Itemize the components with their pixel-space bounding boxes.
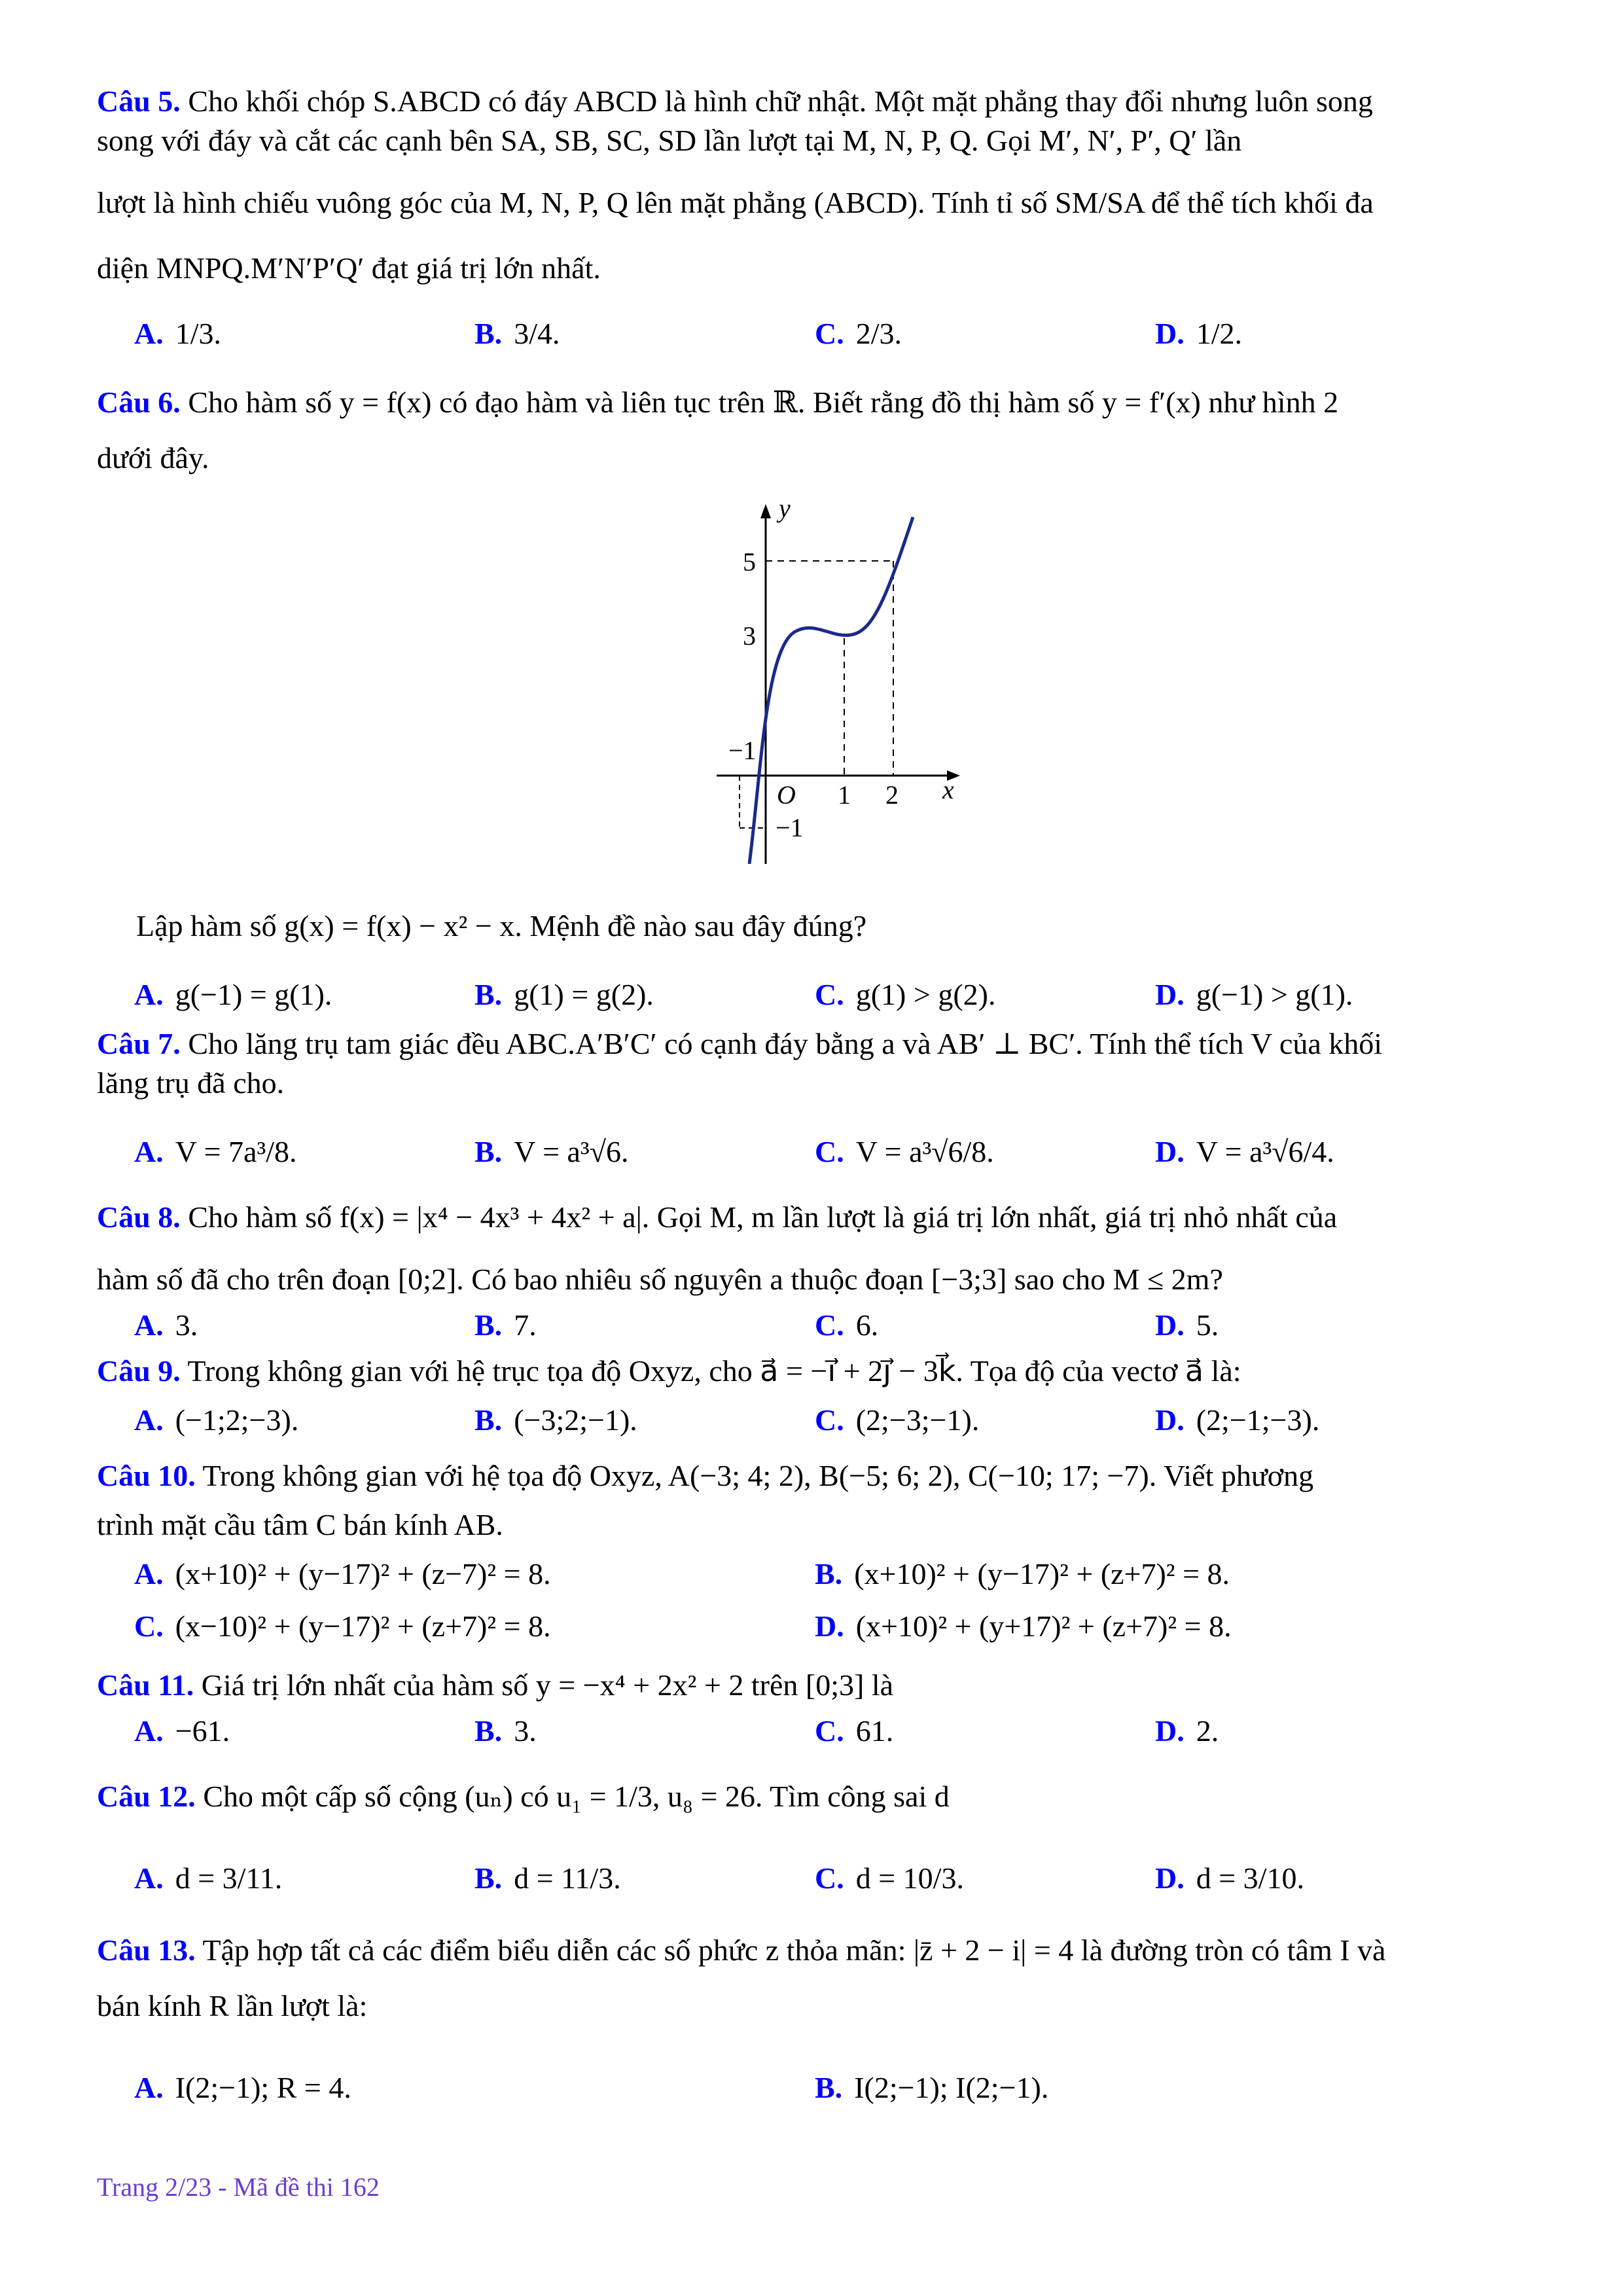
q9-option-c[interactable]: C. (2;−3;−1).: [815, 1403, 980, 1437]
q7-option-b[interactable]: B. V = a³√6.: [474, 1135, 629, 1168]
q8-line-1: Câu 8. Cho hàm số f(x) = |x⁴ − 4x³ + 4x² + a|. Gọi M, m lần lượt là giá trị lớn nhất, giá trị nhỏ nhất của: [97, 1200, 1338, 1234]
q5-line-1: Câu 5. Cho khối chóp S.ABCD có đáy ABCD là hình chữ nhật. Một mặt phẳng thay đổi nhưng luôn song: [97, 84, 1373, 118]
q13-option-b[interactable]: B. I(2;−1); I(2;−1).: [815, 2071, 1049, 2104]
q13-line-2: bán kính R lần lượt là:: [97, 1989, 368, 2022]
q11-option-d[interactable]: D. 2.: [1155, 1714, 1219, 1748]
y-tick-5: 5: [743, 547, 756, 577]
x-tick-neg1: −1: [728, 736, 757, 765]
q6-option-b[interactable]: B. g(1) = g(2).: [474, 978, 654, 1011]
q5-line-2: song với đáy và cắt các cạnh bên SA, SB, SC, SD lần lượt tại M, N, P, Q. Gọi M′, N′, P′, Q′ lần: [97, 124, 1242, 157]
q5-line-4: diện MNPQ.M′N′P′Q′ đạt giá trị lớn nhất.: [97, 251, 601, 285]
x-axis-label: x: [942, 775, 954, 804]
q6-option-c[interactable]: C. g(1) > g(2).: [815, 978, 996, 1011]
q11-option-c[interactable]: C. 61.: [815, 1714, 894, 1748]
q10-option-c[interactable]: C. (x−10)² + (y−17)² + (z+7)² = 8.: [134, 1609, 551, 1643]
q5-line-3: lượt là hình chiếu vuông góc của M, N, P, Q lên mặt phẳng (ABCD). Tính tỉ số SM/SA để thể tích khối đa: [97, 186, 1374, 219]
x-tick-2: 2: [885, 780, 899, 810]
q7-option-a[interactable]: A. V = 7a³/8.: [134, 1135, 297, 1168]
q8-option-b[interactable]: B. 7.: [474, 1308, 537, 1342]
q9-option-d[interactable]: D. (2;−1;−3).: [1155, 1403, 1320, 1437]
q5-option-d[interactable]: D. 1/2.: [1155, 317, 1243, 350]
q12-option-d[interactable]: D. d = 3/10.: [1155, 1861, 1304, 1895]
q9-line-1: Câu 9. Trong không gian với hệ trục tọa độ Oxyz, cho a⃗ = −i⃗ + 2j⃗ − 3k⃗. Tọa độ của vectơ a⃗ là:: [97, 1354, 1241, 1388]
q6-line-1: Câu 6. Cho hàm số y = f(x) có đạo hàm và liên tục trên ℝ. Biết rằng đồ thị hàm số y = f′(x) như hình 2: [97, 386, 1339, 419]
q12-option-b[interactable]: B. d = 11/3.: [474, 1861, 621, 1895]
q10-line-1: Câu 10. Trong không gian với hệ tọa độ Oxyz, A(−3; 4; 2), B(−5; 6; 2), C(−10; 17; −7). Viết phương: [97, 1459, 1314, 1492]
q6-line-3: Lập hàm số g(x) = f(x) − x² − x. Mệnh đề nào sau đây đúng?: [136, 909, 867, 942]
q11-option-a[interactable]: A. −61.: [134, 1714, 230, 1748]
q6-option-a[interactable]: A. g(−1) = g(1).: [134, 978, 332, 1011]
q7-line-1: Câu 7. Cho lăng trụ tam giác đều ABC.A′B′C′ có cạnh đáy bằng a và AB′ ⊥ BC′. Tính thể tích V của khối: [97, 1027, 1383, 1060]
q5-option-a[interactable]: A. 1/3.: [134, 317, 222, 350]
q10-option-a[interactable]: A. (x+10)² + (y−17)² + (z−7)² = 8.: [134, 1557, 551, 1590]
x-tick-1: 1: [838, 780, 851, 810]
q9-option-b[interactable]: B. (−3;2;−1).: [474, 1403, 637, 1437]
y-axis-label: y: [779, 497, 791, 523]
q8-option-d[interactable]: D. 5.: [1155, 1308, 1219, 1342]
y-axis-arrow: [760, 504, 771, 518]
curve-f-prime: [749, 517, 913, 864]
q13-option-a[interactable]: A. I(2;−1); R = 4.: [134, 2071, 351, 2104]
q5-option-b[interactable]: B. 3/4.: [474, 317, 560, 350]
q13-line-1: Câu 13. Tập hợp tất cả các điểm biểu diễn các số phức z thỏa mãn: |z̄ + 2 − i| = 4 là đường tròn có tâm I và: [97, 1933, 1386, 1967]
q12-option-a[interactable]: A. d = 3/11.: [134, 1861, 283, 1895]
q5-option-c[interactable]: C. 2/3.: [815, 317, 902, 350]
page-footer: Trang 2/23 - Mã đề thi 162: [97, 2172, 380, 2202]
q11-line-1: Câu 11. Giá trị lớn nhất của hàm số y = −x⁴ + 2x² + 2 trên [0;3] là: [97, 1668, 894, 1702]
q9-option-a[interactable]: A. (−1;2;−3).: [134, 1403, 299, 1437]
q8-option-c[interactable]: C. 6.: [815, 1308, 879, 1342]
q8-line-2: hàm số đã cho trên đoạn [0;2]. Có bao nhiêu số nguyên a thuộc đoạn [−3;3] sao cho M ≤ 2m?: [97, 1263, 1223, 1296]
derivative-graph: [717, 497, 965, 864]
q12-line-1: Câu 12. Cho một cấp số cộng (uₙ) có u₁ = 1/3, u₈ = 26. Tìm công sai d: [97, 1780, 950, 1813]
q7-option-c[interactable]: C. V = a³√6/8.: [815, 1135, 994, 1168]
q7-option-d[interactable]: D. V = a³√6/4.: [1155, 1135, 1334, 1168]
origin-label: O: [777, 780, 796, 810]
q12-option-c[interactable]: C. d = 10/3.: [815, 1861, 964, 1895]
q7-line-2: lăng trụ đã cho.: [97, 1066, 285, 1100]
q10-option-d[interactable]: D. (x+10)² + (y+17)² + (z+7)² = 8.: [815, 1609, 1232, 1643]
q11-option-b[interactable]: B. 3.: [474, 1714, 537, 1748]
q6-line-2: dưới đây.: [97, 441, 209, 475]
q6-option-d[interactable]: D. g(−1) > g(1).: [1155, 978, 1353, 1011]
y-tick-neg1: −1: [776, 813, 804, 842]
q8-option-a[interactable]: A. 3.: [134, 1308, 198, 1342]
q10-option-b[interactable]: B. (x+10)² + (y−17)² + (z+7)² = 8.: [815, 1557, 1230, 1590]
y-tick-3: 3: [743, 621, 756, 651]
q10-line-2: trình mặt cầu tâm C bán kính AB.: [97, 1508, 503, 1541]
